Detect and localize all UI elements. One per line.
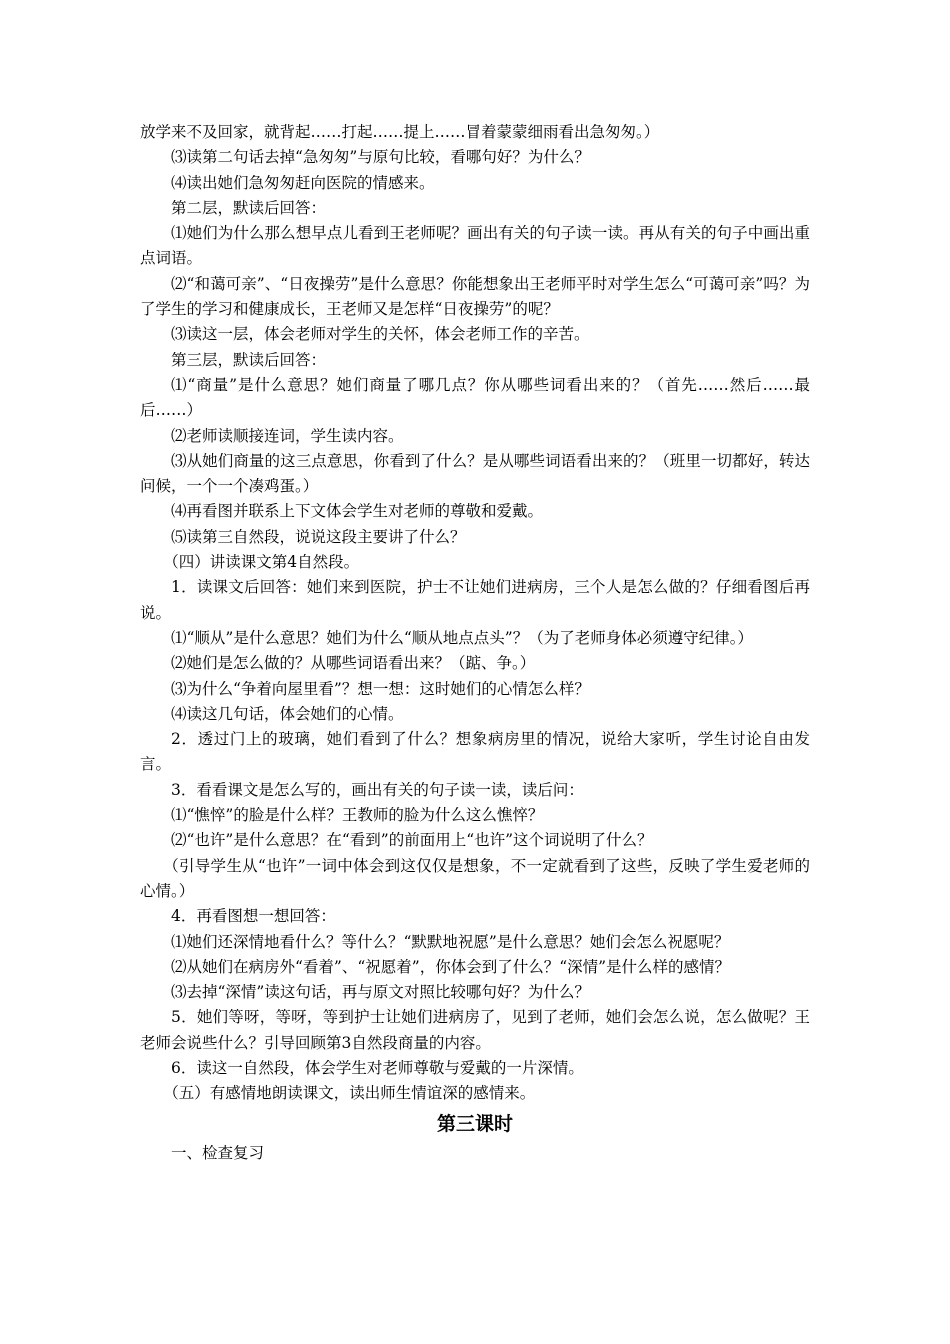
paragraph: 第三层，默读后回答：: [171, 350, 327, 369]
paragraph: ⑵“和蔼可亲”、“日夜操劳”是什么意思？你能想象出王老师平时对学生怎么“可蔼可亲”吗？为了学生的学习和健康成长，王老师又是怎样“日夜操劳”的呢？: [140, 274, 810, 319]
paragraph: 第二层，默读后回答：: [171, 198, 327, 217]
paragraph: ⑶从她们商量的这三点意思，你看到了什么？是从哪些词语看出来的？（班里一切都好，转达问候，一个一个凑鸡蛋。）: [140, 451, 810, 496]
paragraph: ⑴她们还深情地看什么？等什么？“默默地祝愿”是什么意思？她们会怎么祝愿呢？: [171, 932, 730, 951]
paragraph: ⑴“商量”是什么意思？她们商量了哪几点？你从哪些词看出来的？（首先……然后……最后……）: [140, 375, 810, 420]
paragraph: ⑷再看图并联系上下文体会学生对老师的尊敬和爱戴。: [171, 502, 544, 521]
paragraph: ⑴她们为什么那么想早点儿看到王老师呢？画出有关的句子读一读。再从有关的句子中画出重点词语。: [140, 224, 810, 268]
paragraph: ⑶读第二句话去掉“急匆匆”与原句比较，看哪句好？为什么？: [171, 148, 590, 167]
paragraph: 2．透过门上的玻璃，她们看到了什么？想象病房里的情况，说给大家听，学生讨论自由发言。: [140, 730, 810, 774]
paragraph: ⑶为什么“争着向屋里看”？想一想：这时她们的心情怎么样？: [171, 679, 590, 698]
document-page: [140, 120, 810, 1166]
paragraph: （引导学生从“也许”一词中体会到这仅仅是想象，不一定就看到了这些，反映了学生爱老师的心情。）: [140, 856, 810, 900]
paragraph: ⑶去掉“深情”读这句话，再与原文对照比较哪句好？为什么？: [171, 983, 590, 1002]
paragraph: 一、检查复习: [171, 1143, 265, 1162]
paragraph: ⑵老师读顺接连词，学生读内容。: [171, 426, 404, 445]
paragraph: 放学来不及回家，就背起……打起……提上……冒着蒙蒙细雨看出急匆匆。）: [140, 123, 660, 141]
paragraph: （四）讲读课文第4自然段。: [163, 553, 360, 572]
paragraph: 1．读课文后回答：她们来到医院，护士不让她们进病房，三个人是怎么做的？仔细看图后再说。: [140, 578, 810, 622]
paragraph: （五）有感情地朗读课文，读出师生情谊深的感情来。: [163, 1084, 536, 1103]
paragraph: ⑷读出她们急匆匆赶向医院的情感来。: [171, 173, 435, 192]
paragraph: ⑵“也许”是什么意思？在“看到”的前面用上“也许”这个词说明了什么？: [171, 831, 653, 850]
paragraph: 4．再看图想一想回答：: [171, 907, 336, 926]
paragraph: ⑴“憔悴”的脸是什么样？王教师的脸为什么这么憔悴？: [171, 806, 544, 825]
section-heading: 第三课时: [436, 1112, 513, 1135]
paragraph: ⑵她们是怎么做的？从哪些词语看出来？（踮、争。）: [171, 654, 536, 673]
paragraph: ⑷读这几句话，体会她们的心情。: [171, 704, 404, 723]
paragraph: 6．读这一自然段，体会学生对老师尊敬与爱戴的一片深情。: [171, 1058, 584, 1077]
paragraph: 5．她们等呀，等呀，等到护士让她们进病房了，见到了老师，她们会怎么说，怎么做呢？王老师会说些什么？引导回顾第3自然段商量的内容。: [140, 1008, 810, 1052]
paragraph: ⑸读第三自然段，说说这段主要讲了什么？: [171, 527, 466, 546]
paragraph: 3．看看课文是怎么写的，画出有关的句子读一读，读后问：: [171, 780, 584, 799]
body-text-before-heading: [140, 120, 810, 1107]
paragraph: ⑵从她们在病房外“看着”、“祝愿着”，你体会到了什么？“深情”是什么样的感情？: [171, 957, 731, 976]
paragraph: ⑶读这一层，体会老师对学生的关怀，体会老师工作的辛苦。: [171, 325, 590, 344]
paragraph: ⑴“顺从”是什么意思？她们为什么“顺从地点点头”？（为了老师身体必须遵守纪律。）: [171, 628, 753, 647]
body-text-after-heading: [140, 1141, 810, 1166]
